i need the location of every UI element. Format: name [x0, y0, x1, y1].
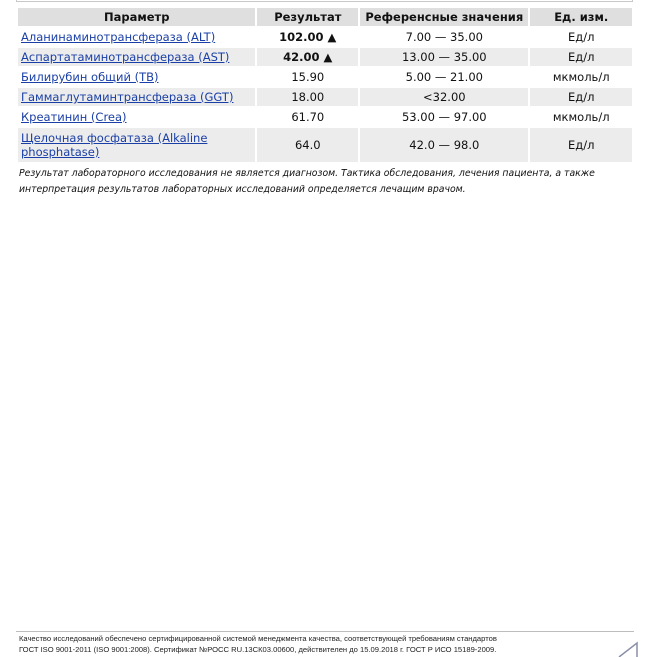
disclaimer-note: Результат лабораторного исследования не является диагнозом. Тактика обследования, лечения пациента, а также интерпретация результатов лабораторных исследований определяется лечащим врачом. [19, 168, 595, 195]
footer-line-2: ГОСТ ISO 9001-2011 (ISO 9001:2008). Сертификат №РОСС RU.13СК03.00600, действителен до 15.09.2018 г. ГОСТ Р ИСО 15189-2009. [19, 645, 497, 654]
header-reference: Референсные значения [360, 8, 528, 26]
param-link-alt[interactable]: Аланинаминотрансфераза (ALT) [21, 30, 216, 44]
result-cell: 15.90 [257, 68, 358, 86]
reference-cell: 13.00 — 35.00 [360, 48, 528, 66]
footer-line-1: Качество исследований обеспечено сертифицированной системой менеджмента качества, соответствующей требованиям стандартов [19, 634, 497, 643]
unit-cell: Ед/л [530, 28, 632, 46]
top-frame [16, 0, 633, 2]
unit-cell: мкмоль/л [530, 68, 632, 86]
reference-cell: 53.00 — 97.00 [360, 108, 528, 126]
result-cell: 64.0 [257, 128, 358, 162]
result-cell: 18.00 [257, 88, 358, 106]
unit-cell: мкмоль/л [530, 108, 632, 126]
header-unit: Ед. изм. [530, 8, 632, 26]
page-corner-icon [615, 641, 639, 657]
param-cell [18, 48, 255, 66]
reference-cell: 42.0 — 98.0 [360, 128, 528, 162]
param-cell [18, 128, 255, 162]
table-row [18, 128, 632, 162]
unit-cell: Ед/л [530, 48, 632, 66]
result-cell: 42.00 ▲ [257, 48, 358, 66]
reference-cell: <32.00 [360, 88, 528, 106]
param-cell [18, 28, 255, 46]
table-row [18, 108, 632, 126]
table-row [18, 88, 632, 106]
header-parameter: Параметр [18, 8, 255, 26]
lab-results-table [16, 6, 634, 164]
table-row [18, 28, 632, 46]
table-row [18, 68, 632, 86]
param-cell [18, 108, 255, 126]
reference-cell: 5.00 — 21.00 [360, 68, 528, 86]
param-link-ggt[interactable]: Гаммаглутаминтрансфераза (GGT) [21, 90, 234, 104]
header-result: Результат [257, 8, 358, 26]
quality-footer [19, 633, 619, 655]
param-link-alp[interactable]: Щелочная фосфатаза (Alkaline phosphatase) [21, 131, 208, 159]
footer-divider [16, 631, 634, 632]
param-cell [18, 88, 255, 106]
param-link-crea[interactable]: Креатинин (Crea) [21, 110, 127, 124]
table-header-row [18, 8, 632, 26]
reference-cell: 7.00 — 35.00 [360, 28, 528, 46]
result-cell: 102.00 ▲ [257, 28, 358, 46]
param-cell [18, 68, 255, 86]
param-link-ast[interactable]: Аспартатаминотрансфераза (AST) [21, 50, 230, 64]
result-cell: 61.70 [257, 108, 358, 126]
param-link-tb[interactable]: Билирубин общий (TB) [21, 70, 159, 84]
unit-cell: Ед/л [530, 128, 632, 162]
unit-cell: Ед/л [530, 88, 632, 106]
table-row [18, 48, 632, 66]
